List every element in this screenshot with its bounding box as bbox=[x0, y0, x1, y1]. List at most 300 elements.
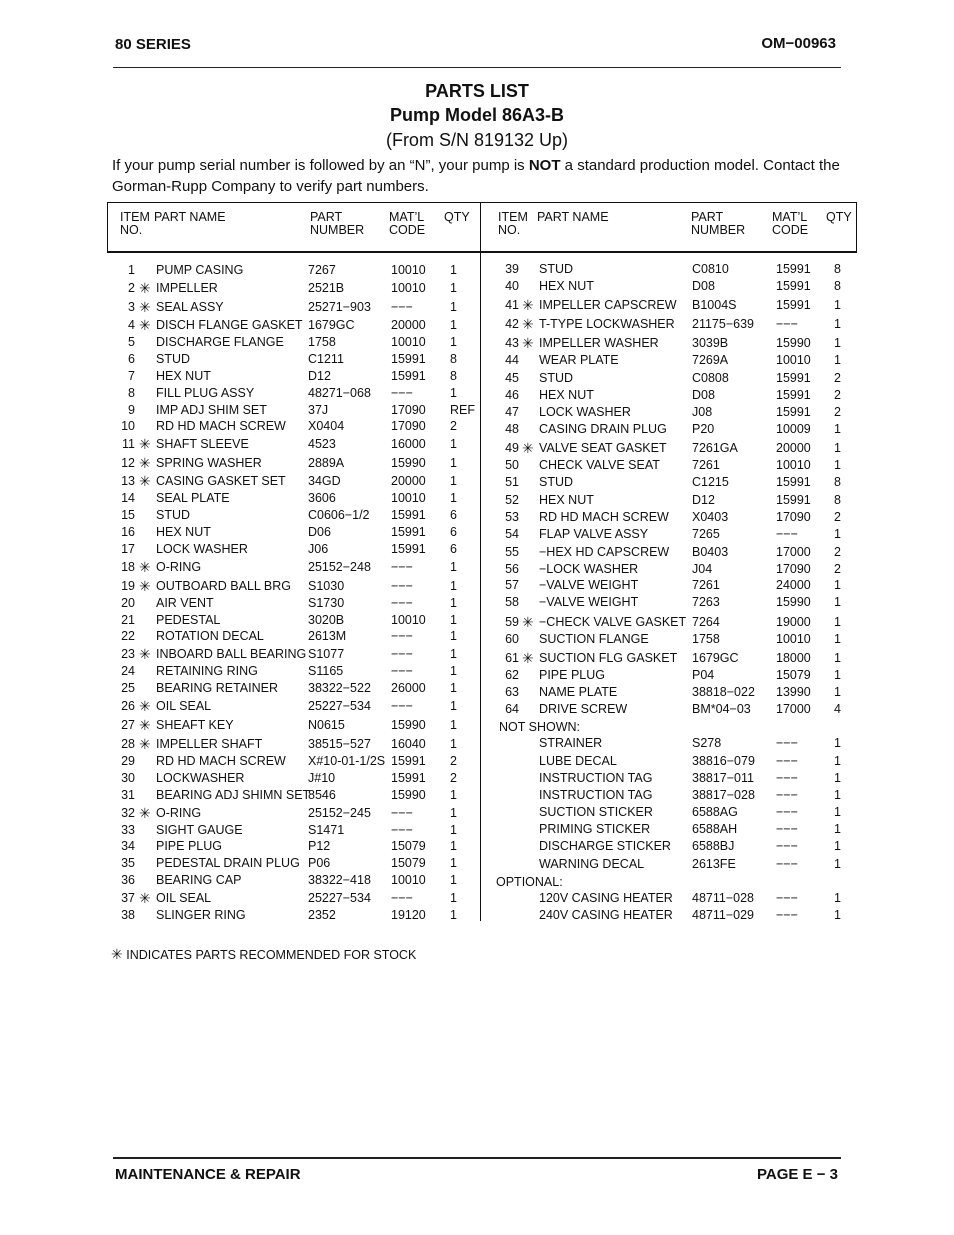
quantity: 1 bbox=[834, 668, 841, 682]
stock-star-icon: ✳ bbox=[139, 578, 151, 594]
material-code: 10010 bbox=[391, 613, 426, 627]
quantity: 2 bbox=[450, 754, 457, 768]
part-number: 1679GC bbox=[692, 651, 739, 665]
material-code: −−− bbox=[391, 579, 413, 593]
part-number: 38817−011 bbox=[692, 771, 754, 785]
material-code: 15991 bbox=[391, 542, 426, 556]
table-row bbox=[0, 474, 954, 491]
quantity: 1 bbox=[834, 441, 841, 455]
part-name: STUD bbox=[156, 508, 191, 522]
item-number: 60 bbox=[505, 632, 519, 646]
item-number: 32 bbox=[121, 806, 135, 820]
quantity: 1 bbox=[834, 353, 841, 367]
part-name: −VALVE WEIGHT bbox=[539, 595, 639, 609]
table-row bbox=[0, 667, 954, 684]
part-number: P06 bbox=[308, 856, 331, 870]
part-name: NAME PLATE bbox=[539, 685, 618, 699]
part-number: C1211 bbox=[308, 352, 344, 366]
stock-star-icon: ✳ bbox=[522, 614, 534, 630]
part-name: AIR VENT bbox=[156, 596, 214, 610]
part-name: CHECK VALVE SEAT bbox=[539, 458, 660, 472]
right-col-item-header: ITEM NO. bbox=[498, 210, 528, 237]
part-name: LUBE DECAL bbox=[539, 754, 617, 768]
stock-star-icon: ✳ bbox=[522, 316, 534, 332]
item-number: 48 bbox=[505, 422, 519, 436]
part-number: J06 bbox=[308, 542, 329, 556]
quantity: 1 bbox=[450, 318, 457, 332]
pump-model-title: Pump Model 86A3-B bbox=[389, 105, 565, 125]
material-code: 10010 bbox=[391, 873, 426, 887]
part-number: 6588AH bbox=[692, 822, 738, 836]
part-name: SUCTION FLG GASKET bbox=[539, 651, 678, 665]
left-col-qty-header: QTY bbox=[444, 210, 470, 224]
part-name: PEDESTAL DRAIN PLUG bbox=[156, 856, 300, 870]
quantity: 1 bbox=[834, 527, 841, 541]
part-number: P20 bbox=[692, 422, 715, 436]
part-number: D08 bbox=[692, 279, 715, 293]
quantity: 1 bbox=[450, 664, 457, 678]
item-number: 40 bbox=[505, 279, 519, 293]
page-title: PARTS LIST bbox=[425, 81, 529, 101]
quantity: 8 bbox=[450, 352, 457, 366]
stock-star-icon: ✳ bbox=[139, 890, 151, 906]
stock-star-icon: ✳ bbox=[522, 297, 534, 313]
part-number: 6588AG bbox=[692, 805, 738, 819]
table-row bbox=[0, 370, 954, 387]
item-number: 30 bbox=[121, 771, 135, 785]
material-code: −−− bbox=[776, 908, 798, 922]
quantity: 1 bbox=[834, 685, 841, 699]
intro-text-1: If your pump serial number is followed by an “N”, your pump is bbox=[112, 157, 529, 174]
quantity: 1 bbox=[834, 891, 841, 905]
quantity: 6 bbox=[450, 508, 457, 522]
quantity: 1 bbox=[450, 873, 457, 887]
quantity: 1 bbox=[450, 718, 457, 732]
quantity: 1 bbox=[834, 336, 841, 350]
item-number: 57 bbox=[505, 578, 519, 592]
part-name: T-TYPE LOCKWASHER bbox=[539, 317, 675, 331]
part-name: SEAL ASSY bbox=[156, 300, 224, 314]
quantity: 1 bbox=[834, 422, 841, 436]
part-number: B1004S bbox=[692, 298, 737, 312]
item-number: 27 bbox=[121, 718, 135, 732]
part-number: S1730 bbox=[308, 596, 345, 610]
intro-bold: NOT bbox=[528, 157, 561, 174]
part-number: 6588BJ bbox=[692, 839, 735, 853]
quantity: 1 bbox=[450, 281, 457, 295]
part-name: DISCHARGE STICKER bbox=[539, 839, 671, 853]
part-number: X#10-01-1/2S bbox=[308, 754, 386, 768]
serial-range-title: (From S/N 819132 Up) bbox=[385, 130, 569, 150]
material-code: −−− bbox=[391, 891, 413, 905]
part-name: −CHECK VALVE GASKET bbox=[539, 615, 687, 629]
stock-star-icon: ✳ bbox=[139, 299, 151, 315]
part-name: SHEAFT KEY bbox=[156, 718, 234, 732]
table-row bbox=[0, 650, 954, 667]
part-number: J08 bbox=[692, 405, 713, 419]
not-shown-label: NOT SHOWN: bbox=[499, 720, 581, 734]
table-row bbox=[0, 856, 954, 873]
item-number: 45 bbox=[505, 371, 519, 385]
part-name: INBOARD BALL BEARING bbox=[156, 647, 307, 661]
quantity: 1 bbox=[450, 474, 457, 488]
quantity: 2 bbox=[834, 388, 841, 402]
part-number: C0808 bbox=[692, 371, 729, 385]
part-name: STUD bbox=[156, 352, 191, 366]
material-code: 15990 bbox=[391, 788, 426, 802]
quantity: 8 bbox=[834, 475, 841, 489]
item-number: 64 bbox=[505, 702, 519, 716]
part-name: IMP ADJ SHIM SET bbox=[156, 403, 267, 417]
material-code: 10009 bbox=[776, 422, 811, 436]
part-number: 48711−028 bbox=[692, 891, 754, 905]
quantity: 1 bbox=[450, 579, 457, 593]
quantity: 1 bbox=[450, 891, 457, 905]
quantity: 1 bbox=[834, 298, 841, 312]
part-name: CASING GASKET SET bbox=[156, 474, 286, 488]
item-number: 42 bbox=[505, 317, 519, 331]
part-number: 3039B bbox=[692, 336, 729, 350]
table-row bbox=[0, 717, 954, 734]
part-number: 25227−534 bbox=[308, 891, 371, 905]
table-row bbox=[0, 278, 954, 295]
item-number: 53 bbox=[505, 510, 519, 524]
quantity: 6 bbox=[450, 542, 457, 556]
material-code: 26000 bbox=[391, 681, 426, 695]
item-number: 4 bbox=[128, 318, 135, 332]
part-name: CASING DRAIN PLUG bbox=[539, 422, 667, 436]
item-number: 35 bbox=[121, 856, 135, 870]
table-row bbox=[0, 577, 954, 594]
table-row bbox=[0, 907, 954, 924]
table-row bbox=[0, 335, 954, 352]
part-name: RD HD MACH SCREW bbox=[539, 510, 669, 524]
part-number: S278 bbox=[692, 736, 722, 750]
part-number: S1165 bbox=[308, 664, 344, 678]
part-name: FILL PLUG ASSY bbox=[156, 386, 255, 400]
part-number: 2613M bbox=[308, 629, 347, 643]
part-name: SUCTION FLANGE bbox=[539, 632, 649, 646]
material-code: 15991 bbox=[391, 525, 426, 539]
quantity: 1 bbox=[834, 839, 841, 853]
item-number: 23 bbox=[121, 647, 135, 661]
table-row bbox=[0, 753, 954, 770]
stock-star-icon: ✳ bbox=[139, 698, 151, 714]
material-code: 10010 bbox=[776, 632, 811, 646]
part-name: LOCK WASHER bbox=[156, 542, 248, 556]
part-number: 7261 bbox=[692, 578, 720, 592]
item-number: 10 bbox=[121, 419, 135, 433]
part-name: SPRING WASHER bbox=[156, 456, 262, 470]
material-code: 16000 bbox=[391, 437, 426, 451]
part-name: SUCTION STICKER bbox=[539, 805, 653, 819]
item-number: 33 bbox=[121, 823, 135, 837]
part-name: 240V CASING HEATER bbox=[539, 908, 673, 922]
part-number: 2889A bbox=[308, 456, 345, 470]
table-row bbox=[0, 526, 954, 543]
part-name: LOCK WASHER bbox=[539, 405, 631, 419]
material-code: −−− bbox=[391, 629, 413, 643]
part-name: PUMP CASING bbox=[156, 263, 244, 277]
part-number: 38515−527 bbox=[308, 737, 371, 751]
item-number: 43 bbox=[505, 336, 519, 350]
part-name: FLAP VALVE ASSY bbox=[539, 527, 649, 541]
part-name: HEX NUT bbox=[539, 388, 594, 402]
table-row bbox=[0, 492, 954, 509]
part-number: S1077 bbox=[308, 647, 345, 661]
part-number: 7269A bbox=[692, 353, 729, 367]
part-name: −LOCK WASHER bbox=[539, 562, 639, 576]
material-code: −−− bbox=[391, 596, 413, 610]
quantity: 1 bbox=[834, 632, 841, 646]
item-number: 20 bbox=[121, 596, 135, 610]
quantity: 1 bbox=[834, 788, 841, 802]
material-code: −−− bbox=[776, 771, 798, 785]
intro-text-2: a standard production model. Contact the Gorman-Rupp Company to verify part numbers. bbox=[112, 157, 840, 195]
quantity: 2 bbox=[834, 545, 841, 559]
part-number: X0404 bbox=[308, 419, 345, 433]
table-row bbox=[0, 735, 954, 752]
table-row bbox=[0, 316, 954, 333]
material-code: 10010 bbox=[776, 458, 811, 472]
footer-rule bbox=[113, 1157, 841, 1159]
quantity: 8 bbox=[450, 369, 457, 383]
stock-star-icon: ✳ bbox=[522, 650, 534, 666]
part-number: 1758 bbox=[308, 335, 336, 349]
stock-star-icon: ✳ bbox=[139, 736, 151, 752]
part-number: 38818−022 bbox=[692, 685, 755, 699]
item-number: 41 bbox=[505, 298, 519, 312]
part-name: DISCHARGE FLANGE bbox=[156, 335, 284, 349]
material-code: 15079 bbox=[776, 668, 811, 682]
item-number: 21 bbox=[121, 613, 135, 627]
material-code: 17000 bbox=[776, 545, 811, 559]
quantity: 2 bbox=[834, 562, 841, 576]
part-name: IMPELLER CAPSCREW bbox=[539, 298, 677, 312]
material-code: 17090 bbox=[391, 419, 426, 433]
part-number: S1030 bbox=[308, 579, 345, 593]
legend-text: INDICATES PARTS RECOMMENDED FOR STOCK bbox=[126, 948, 417, 962]
quantity: 1 bbox=[450, 263, 457, 277]
material-code: 16040 bbox=[391, 737, 426, 751]
item-number: 18 bbox=[121, 560, 135, 574]
part-name: RD HD MACH SCREW bbox=[156, 419, 286, 433]
item-number: 29 bbox=[121, 754, 135, 768]
part-name: DISCH FLANGE GASKET bbox=[156, 318, 303, 332]
table-row bbox=[0, 457, 954, 474]
table-row bbox=[0, 770, 954, 787]
item-number: 6 bbox=[128, 352, 135, 366]
material-code: 10010 bbox=[391, 263, 426, 277]
quantity: 2 bbox=[450, 419, 457, 433]
material-code: 13990 bbox=[776, 685, 811, 699]
optional-label: OPTIONAL: bbox=[496, 875, 563, 889]
item-number: 7 bbox=[128, 369, 135, 383]
table-row bbox=[0, 684, 954, 701]
intro-paragraph bbox=[112, 155, 852, 197]
table-row bbox=[0, 872, 954, 889]
right-col-qty-header: QTY bbox=[826, 210, 852, 224]
part-name: −HEX HD CAPSCREW bbox=[539, 545, 670, 559]
item-number: 59 bbox=[505, 615, 519, 629]
table-row bbox=[0, 701, 954, 718]
material-code: 20000 bbox=[391, 474, 426, 488]
part-number: 48271−068 bbox=[308, 386, 371, 400]
stock-star-icon: ✳ bbox=[139, 717, 151, 733]
part-number: 25152−248 bbox=[308, 560, 371, 574]
part-name: OIL SEAL bbox=[156, 891, 212, 905]
part-name: STUD bbox=[539, 262, 574, 276]
material-code: 20000 bbox=[776, 441, 811, 455]
part-number: J04 bbox=[692, 562, 713, 576]
material-code: 17090 bbox=[776, 562, 811, 576]
part-name: RETAINING RING bbox=[156, 664, 258, 678]
left-col-partname-header: PART NAME bbox=[154, 210, 226, 224]
part-number: D12 bbox=[692, 493, 715, 507]
part-number: 7263 bbox=[692, 595, 720, 609]
part-name: O-RING bbox=[156, 806, 202, 820]
item-number: 11 bbox=[122, 437, 135, 451]
part-number: 38817−028 bbox=[692, 788, 755, 802]
stock-star-icon: ✳ bbox=[139, 473, 151, 489]
part-number: 34GD bbox=[308, 474, 341, 488]
quantity: 2 bbox=[834, 405, 841, 419]
table-row bbox=[0, 421, 954, 438]
quantity: 1 bbox=[450, 629, 457, 643]
material-code: −−− bbox=[391, 300, 413, 314]
material-code: 17000 bbox=[776, 702, 811, 716]
material-code: −−− bbox=[776, 317, 798, 331]
item-number: 16 bbox=[121, 525, 135, 539]
part-number: 38816−079 bbox=[692, 754, 755, 768]
header-series: 80 SERIES bbox=[115, 36, 191, 53]
left-col-partnumber-header: PART NUMBER bbox=[310, 210, 365, 237]
material-code: 15991 bbox=[391, 508, 426, 522]
stock-star-icon: ✳ bbox=[522, 335, 534, 351]
part-number: P12 bbox=[308, 839, 331, 853]
part-number: 8546 bbox=[308, 788, 336, 802]
part-number: C1215 bbox=[692, 475, 729, 489]
material-code: −−− bbox=[391, 806, 413, 820]
part-name: HEX NUT bbox=[156, 525, 211, 539]
quantity: 1 bbox=[450, 737, 457, 751]
table-row bbox=[0, 352, 954, 369]
quantity: 1 bbox=[450, 647, 457, 661]
item-number: 25 bbox=[121, 681, 135, 695]
part-number: 25271−903 bbox=[308, 300, 371, 314]
part-number: B0403 bbox=[692, 545, 729, 559]
part-number: 1679GC bbox=[308, 318, 355, 332]
part-number: 2613FE bbox=[692, 857, 736, 871]
quantity: 1 bbox=[834, 805, 841, 819]
quantity: 1 bbox=[834, 615, 841, 629]
stock-star-icon: ✳ bbox=[139, 280, 151, 296]
stock-star-icon: ✳ bbox=[522, 440, 534, 456]
quantity: 1 bbox=[450, 300, 457, 314]
material-code: 15991 bbox=[776, 371, 811, 385]
part-number: 25152−245 bbox=[308, 806, 371, 820]
quantity: 1 bbox=[450, 491, 457, 505]
part-name: PIPE PLUG bbox=[156, 839, 222, 853]
left-col-item-header: ITEM NO. bbox=[120, 210, 150, 237]
quantity: 6 bbox=[450, 525, 457, 539]
quantity: 1 bbox=[450, 456, 457, 470]
table-row bbox=[0, 631, 954, 648]
material-code: 19000 bbox=[776, 615, 811, 629]
material-code: −−− bbox=[776, 822, 798, 836]
part-number: 48711−029 bbox=[692, 908, 754, 922]
material-code: −−− bbox=[776, 891, 798, 905]
part-name: STUD bbox=[539, 475, 574, 489]
quantity: 1 bbox=[834, 595, 841, 609]
part-number: J#10 bbox=[308, 771, 336, 785]
material-code: 15991 bbox=[391, 369, 426, 383]
part-name: HEX NUT bbox=[156, 369, 211, 383]
material-code: 15990 bbox=[776, 595, 811, 609]
part-number: 38322−522 bbox=[308, 681, 371, 695]
material-code: 24000 bbox=[776, 578, 811, 592]
quantity: 1 bbox=[450, 823, 457, 837]
material-code: −−− bbox=[776, 857, 798, 871]
stock-star-icon: ✳ bbox=[139, 559, 151, 575]
table-row bbox=[0, 440, 954, 457]
table-row bbox=[0, 890, 954, 907]
material-code: 15079 bbox=[391, 839, 426, 853]
material-code: 10010 bbox=[391, 491, 426, 505]
part-number: 1758 bbox=[692, 632, 720, 646]
item-number: 5 bbox=[128, 335, 135, 349]
part-name: SIGHT GAUGE bbox=[156, 823, 243, 837]
part-name: BEARING ADJ SHIMN SET bbox=[156, 788, 311, 802]
item-number: 17 bbox=[121, 542, 135, 556]
part-name: SHAFT SLEEVE bbox=[156, 437, 249, 451]
stock-star-icon: ✳ bbox=[111, 946, 123, 962]
part-name: DRIVE SCREW bbox=[539, 702, 628, 716]
quantity: 1 bbox=[834, 754, 841, 768]
part-number: D12 bbox=[308, 369, 331, 383]
material-code: 15991 bbox=[776, 262, 811, 276]
part-number: 25227−534 bbox=[308, 699, 371, 713]
item-number: 34 bbox=[121, 839, 135, 853]
part-number: 3020B bbox=[308, 613, 345, 627]
part-name: HEX NUT bbox=[539, 493, 594, 507]
part-name: IMPELLER bbox=[156, 281, 218, 295]
quantity: 1 bbox=[834, 857, 841, 871]
quantity: 8 bbox=[834, 262, 841, 276]
part-number: S1471 bbox=[308, 823, 345, 837]
left-col-matl-header: MAT’L CODE bbox=[389, 210, 426, 237]
item-number: 56 bbox=[505, 562, 519, 576]
quantity: 1 bbox=[450, 856, 457, 870]
item-number: 24 bbox=[121, 664, 135, 678]
header-doc-number: OM−00963 bbox=[761, 35, 836, 52]
part-number: D08 bbox=[692, 388, 715, 402]
item-number: 36 bbox=[121, 873, 135, 887]
quantity: 1 bbox=[834, 458, 841, 472]
material-code: 15991 bbox=[776, 405, 811, 419]
material-code: 17090 bbox=[391, 403, 426, 417]
material-code: −−− bbox=[391, 664, 413, 678]
part-number: D06 bbox=[308, 525, 331, 539]
part-name: IMPELLER WASHER bbox=[539, 336, 659, 350]
part-number: 21175−639 bbox=[692, 317, 754, 331]
material-code: 15991 bbox=[391, 771, 426, 785]
material-code: −−− bbox=[391, 647, 413, 661]
item-number: 2 bbox=[128, 281, 135, 295]
quantity: 1 bbox=[450, 681, 457, 695]
part-name: OIL SEAL bbox=[156, 699, 212, 713]
part-name: BEARING CAP bbox=[156, 873, 242, 887]
